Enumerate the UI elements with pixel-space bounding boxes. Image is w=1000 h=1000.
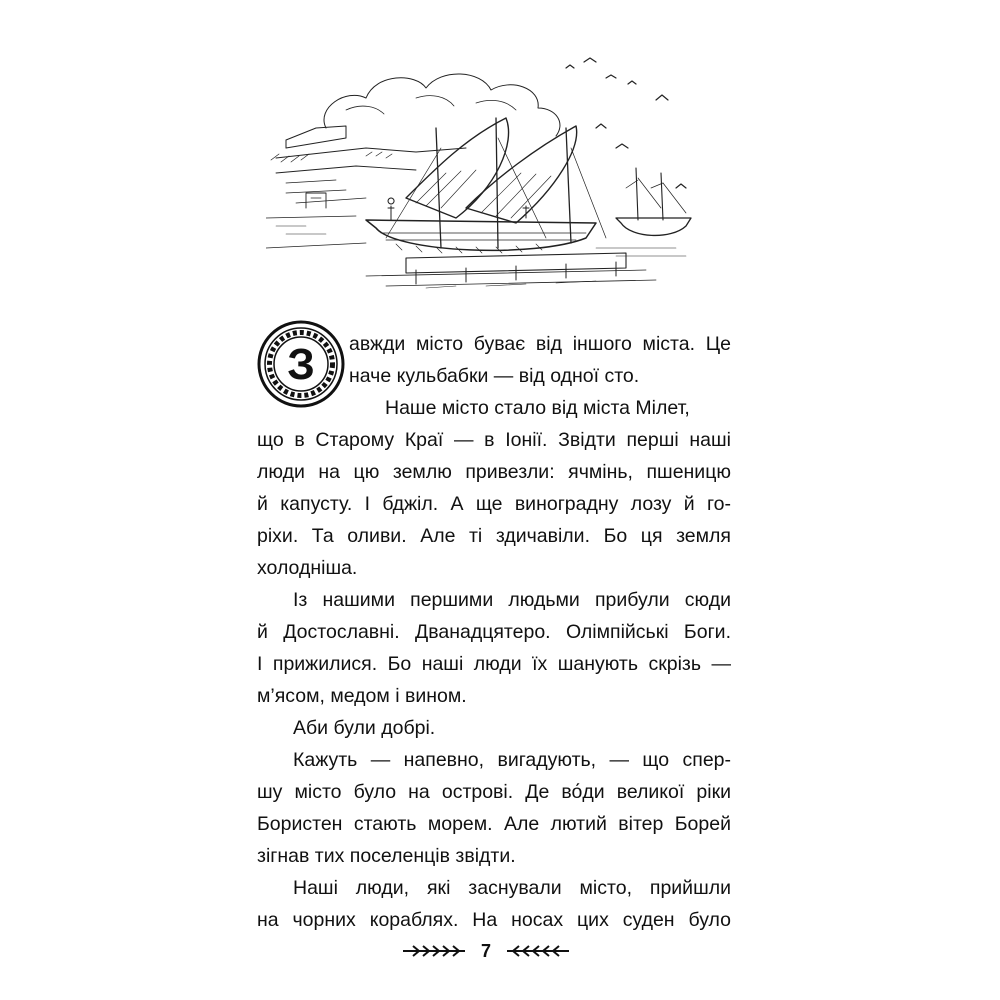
text-line: Кажуть — напевно, вигадують, — що спер- xyxy=(293,749,731,771)
text-line: шу місто було на острові. Де во́ди великої ріки xyxy=(257,781,731,803)
text-line: наче кульбабки — від одної сто. xyxy=(349,365,640,387)
text-line: на чорних кораблях. На носах цих суден було xyxy=(257,909,731,931)
page-number: 7 xyxy=(480,940,491,961)
harbor-ships-illustration xyxy=(266,48,710,296)
page-footer xyxy=(396,938,576,964)
text-line: Наше місто стало від міста Мілет, xyxy=(385,397,690,419)
dropcap-letter: З xyxy=(287,340,315,389)
text-line: Із нашими першими людьми прибули сюди xyxy=(293,589,731,611)
text-line: м’ясом, медом і вином. xyxy=(257,685,467,707)
dropcap-ornament xyxy=(257,320,345,408)
text-line: авжди місто буває від іншого міста. Це xyxy=(349,333,731,355)
right-ornament-icon xyxy=(505,944,569,958)
text-line: холодніша. xyxy=(257,557,358,579)
text-line: зігнав тих поселенців звідти. xyxy=(257,845,516,867)
text-line: І прижилися. Бо наші люди їх шанують скрізь — xyxy=(257,653,731,675)
text-line: що в Старому Краї — в Іонії. Звідти перші наші xyxy=(257,429,731,451)
text-line: Наші люди, які заснували місто, прийшли xyxy=(293,877,731,899)
text-line: ріхи. Та оливи. Але ті здичавіли. Бо ця земля xyxy=(257,525,731,547)
text-line: Аби були добрі. xyxy=(293,717,436,739)
left-ornament-icon xyxy=(403,944,467,958)
text-line: й Достославні. Дванадцятеро. Олімпійські Боги. xyxy=(257,621,731,643)
text-line: люди на цю землю привезли: ячмінь, пшеницю xyxy=(257,461,731,483)
text-line: Бористен стають морем. Але лютий вітер Борей xyxy=(257,813,731,835)
text-line: й капусту. І бджіл. А ще виноградну лозу й го- xyxy=(257,493,731,515)
